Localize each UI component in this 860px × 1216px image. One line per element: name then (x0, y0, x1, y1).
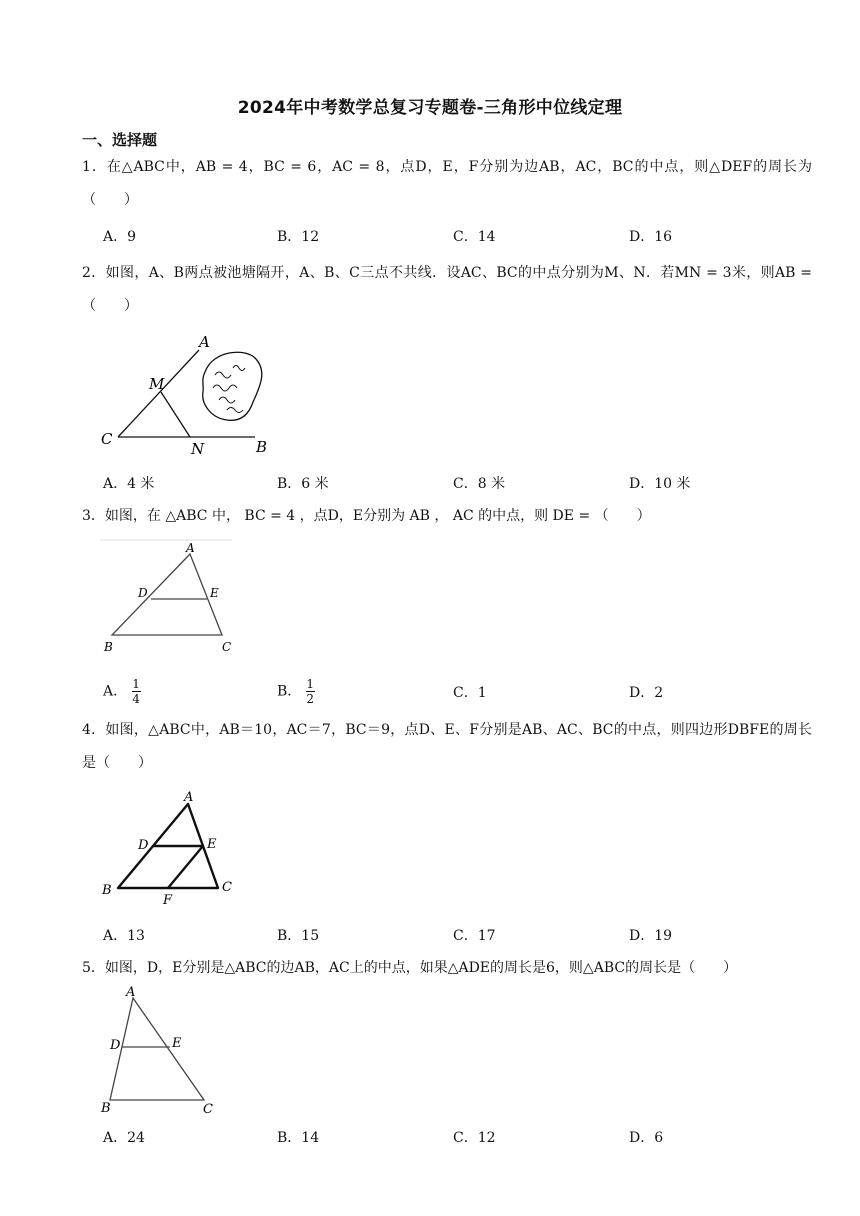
label-c: C (203, 1102, 213, 1117)
question-5-figure (98, 982, 223, 1117)
q3-option-a[interactable] (103, 678, 141, 705)
fraction-numerator: 1 (306, 677, 315, 691)
label-c: C (222, 880, 232, 895)
label-e: E (210, 586, 219, 600)
section-heading: 一、选择题 (82, 131, 158, 149)
page-title: 2024年中考数学总复习专题卷-三角形中位线定理 (237, 98, 623, 118)
q4-option-a[interactable]: A．13 (103, 928, 145, 944)
q2-option-b[interactable]: B．6 米 (277, 476, 329, 492)
q3-fraction-one-quarter (132, 678, 141, 705)
line-mn (161, 392, 190, 437)
q3-option-c[interactable]: C．1 (453, 685, 487, 701)
segment-ef (168, 846, 203, 888)
q1-option-a[interactable]: A．9 (103, 229, 137, 245)
q1-option-d[interactable]: D．16 (629, 229, 673, 245)
label-m: M (149, 375, 165, 393)
question-3-stem: 3．如图，在 △ABC 中， BC = 4 ，点D，E分别为 AB ， AC 的中点，则 DE = （ ） (82, 508, 651, 524)
question-5-stem: 5．如图，D，E分别是△ABC的边AB，AC上的中点，如果△ADE的周长是6，则△ABC的周长是（ ） (82, 960, 738, 976)
q5-option-c[interactable]: C．12 (453, 1130, 496, 1146)
label-a: A (186, 541, 195, 555)
label-d: D (110, 1038, 121, 1053)
label-n: N (191, 440, 205, 458)
label-f: F (163, 893, 173, 908)
line-ca (118, 350, 199, 437)
question-5-options (103, 1127, 803, 1149)
question-1-stem: 1．在△ABC中，AB = 4，BC = 6，AC = 8，点D，E，F分别为边AB，AC，BC的中点，则△DEF的周长为（ ） (82, 159, 812, 208)
question-4-options (103, 925, 803, 947)
q4-option-d[interactable]: D．19 (629, 928, 673, 944)
q4-option-b[interactable]: B．15 (277, 928, 320, 944)
triangle-abc (112, 554, 222, 635)
question-2-figure (95, 330, 285, 460)
q3-option-b-letter: B． (277, 683, 302, 700)
q1-option-c[interactable]: C．14 (453, 229, 496, 245)
label-c: C (222, 640, 232, 654)
q3-fraction-one-half (306, 678, 315, 705)
label-b: B (102, 883, 112, 898)
q2-option-a[interactable]: A．4 米 (103, 476, 155, 492)
label-c: C (101, 430, 113, 448)
question-1-options (103, 226, 803, 248)
q3-option-b[interactable] (277, 678, 315, 705)
label-a: A (184, 790, 194, 805)
q2-option-c[interactable]: C．8 米 (453, 476, 506, 492)
label-a: A (126, 985, 136, 1000)
q5-option-a[interactable]: A．24 (103, 1130, 145, 1146)
q2-option-d[interactable]: D．10 米 (629, 476, 691, 492)
label-b: B (256, 438, 268, 456)
question-4-stem: 4．如图，△ABC中，AB＝10，AC＝7，BC＝9，点D、E、F分别是AB、AC、BC的中点，则四边形DBFE的周长是（ ） (82, 722, 812, 771)
fraction-numerator: 1 (132, 677, 140, 691)
q5-option-b[interactable]: B．14 (277, 1130, 320, 1146)
q4-option-c[interactable]: C．17 (453, 928, 496, 944)
label-b: B (104, 640, 113, 654)
label-a: A (199, 333, 210, 351)
fraction-denominator: 4 (132, 692, 140, 706)
q5-option-d[interactable]: D．6 (629, 1130, 664, 1146)
label-e: E (207, 837, 217, 852)
question-3-options (103, 678, 803, 704)
label-d: D (138, 586, 148, 600)
triangle-abc (110, 998, 204, 1100)
pond-ripples (213, 366, 245, 413)
question-4-figure (98, 786, 243, 908)
label-b: B (101, 1101, 111, 1116)
q3-option-a-letter: A． (103, 683, 128, 700)
label-d: D (138, 838, 149, 853)
question-2-options (103, 473, 803, 495)
question-2-stem: 2．如图，A、B两点被池塘隔开，A、B、C三点不共线．设AC、BC的中点分别为M、N．若MN = 3米，则AB =（ ） (82, 265, 812, 314)
label-e: E (172, 1036, 182, 1051)
question-3-figure (100, 538, 235, 658)
fraction-denominator: 2 (306, 692, 315, 706)
q1-option-b[interactable]: B．12 (277, 229, 320, 245)
q3-option-d[interactable]: D．2 (629, 685, 664, 701)
pond-outline (203, 352, 262, 420)
